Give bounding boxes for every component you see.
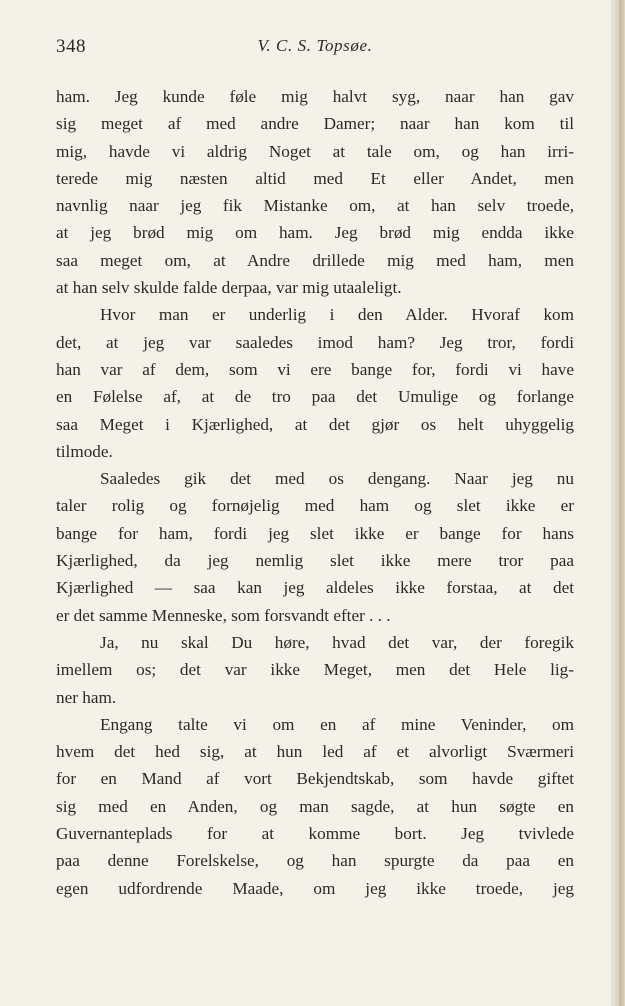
text-line: navnlig naar jeg fik Mistanke om, at han selv troede, [56,196,574,216]
text-line: en Følelse af, at de tro paa det Umulige og forlange [56,387,574,407]
text-line: mig, havde vi aldrig Noget at tale om, og han irri- [56,141,574,161]
text-line: sig meget af med andre Damer; naar han kom til [56,114,574,134]
text-line: han var af dem, som vi ere bange for, fordi vi have [56,359,574,379]
text-line: egen udfordrende Maade, om jeg ikke troede, jeg [56,878,574,898]
text-line-indented: Ja, nu skal Du høre, hvad det var, der foregik [100,632,574,652]
text-line: saa meget om, at Andre drillede mig med ham, men [56,250,574,270]
text-line-indented: Hvor man er underlig i den Alder. Hvoraf kom [100,305,574,325]
page-edge-line [619,0,621,1006]
text-line: ham. Jeg kunde føle mig halvt syg, naar han gav [56,87,574,106]
text-line: hvem det hed sig, at hun led af et alvorligt Sværmeri [56,742,574,762]
text-line: Kjærlighed, da jeg nemlig slet ikke mere tror paa [56,551,574,571]
body-text [56,83,574,902]
text-line: Guvernanteplads for at komme bort. Jeg tvivlede [56,824,574,844]
text-line: at han selv skulde falde derpaa, var mig utaaleligt. [56,278,402,298]
text-line-indented: Engang talte vi om en af mine Veninder, om [100,714,574,734]
text-line: imellem os; det var ikke Meget, men det Hele lig- [56,660,574,680]
running-head: V. C. S. Topsøe. [257,36,373,55]
text-line: terede mig næsten altid med Et eller Andet, men [56,168,574,188]
text-line: det, at jeg var saaledes imod ham? Jeg tror, fordi [56,332,574,352]
text-line: for en Mand af vort Bekjendtskab, som havde giftet [56,769,574,789]
text-line: sig med en Anden, og man sagde, at hun søgte en [56,796,574,816]
text-line: Kjærlighed — saa kan jeg aldeles ikke forstaa, at det [56,578,574,598]
text-line-indented: Saaledes gik det med os dengang. Naar jeg nu [100,469,574,489]
text-line: tilmode. [56,441,113,461]
page-number: 348 [56,36,86,57]
page-edge-shadow [611,0,625,1006]
text-line: paa denne Forelskelse, og han spurgte da paa en [56,851,574,871]
page-header [56,36,574,64]
text-line: at jeg brød mig om ham. Jeg brød mig endda ikke [56,223,574,243]
text-line: taler rolig og fornøjelig med ham og slet ikke er [56,496,574,516]
text-line: ner ham. [56,687,117,707]
text-line: bange for ham, fordi jeg slet ikke er bange for hans [56,523,574,543]
text-line: er det samme Menneske, som forsvandt efter . . . [56,605,391,625]
text-line: saa Meget i Kjærlighed, at det gjør os helt uhyggelig [56,414,574,434]
